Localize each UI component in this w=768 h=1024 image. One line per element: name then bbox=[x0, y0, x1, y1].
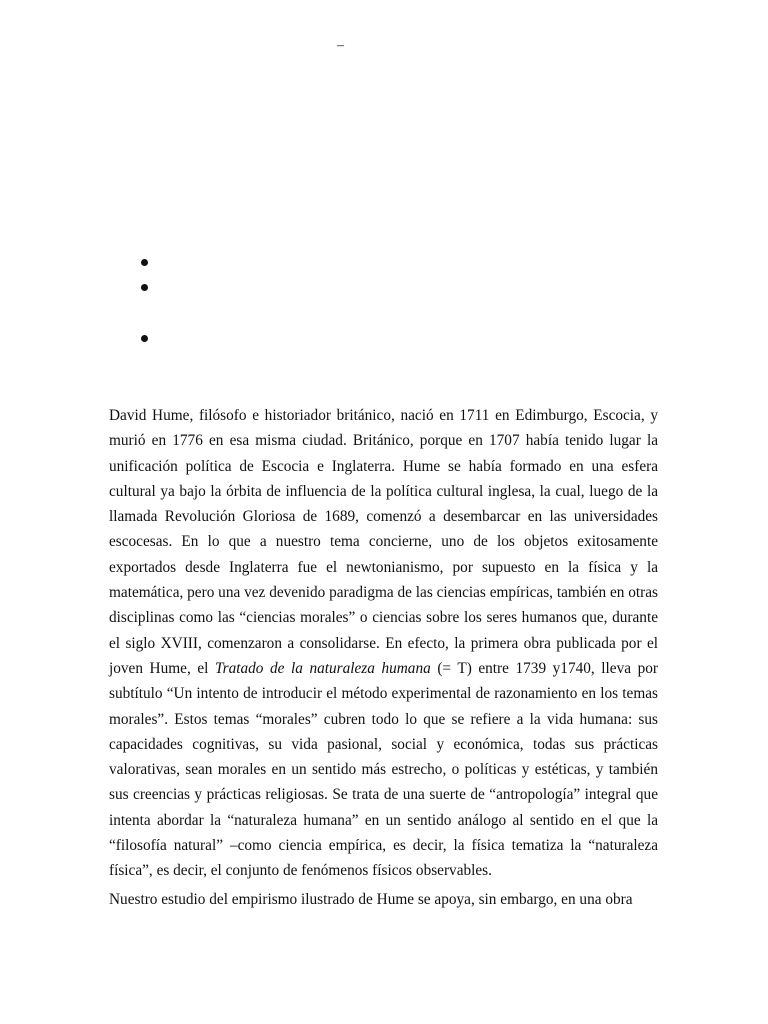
bullet-point-3 bbox=[141, 335, 148, 342]
paragraph-1-text-end: (= T) entre 1739 y1740, lleva por subtítulo “Un intento de introducir el método experimental de razonamiento en los temas morales”. Estos temas “morales” cubren todo lo que se refiere a la vida humana: sus capacidades cognitivas, su vida pasional, social y económica, todas sus prácticas valorativas, sean morales en un sentido más estrecho, o políticas y estéticas, y también sus creencias y prácticas religiosas. Se trata de una suerte de “antropología” integral que intenta abordar la “naturaleza humana” en un sentido análogo al sentido en el que la “filosofía natural” –como ciencia empírica, es decir, la física tematiza la “naturaleza física”, es decir, el conjunto de fenómenos físicos observables. bbox=[109, 659, 658, 880]
paragraph-1 bbox=[109, 403, 658, 884]
body-text bbox=[109, 403, 658, 912]
bullet-point-1 bbox=[141, 259, 148, 266]
book-title-italic: Tratado de la naturaleza humana bbox=[214, 659, 431, 677]
bullet-point-2 bbox=[141, 284, 148, 291]
header-dash: – bbox=[337, 38, 344, 53]
paragraph-2: Nuestro estudio del empirismo ilustrado de Hume se apoya, sin embargo, en una obra bbox=[109, 890, 633, 908]
paragraph-1-text-start: David Hume, filósofo e historiador británico, nació en 1711 en Edimburgo, Escocia, y murió en 1776 en esa misma ciudad. Británico, porque en 1707 había tenido lugar la unificación política de Escocia e Inglaterra. Hume se había formado en una esfera cultural ya bajo la órbita de influencia de la política cultural inglesa, la cual, luego de la llamada Revolución Gloriosa de 1689, comenzó a desembarcar en las universidades escocesas. En lo que a nuestro tema concierne, uno de los objetos exitosamente exportados desde Inglaterra fue el newtonianismo, por supuesto en la física y la matemática, pero una vez devenido paradigma de las ciencias empíricas, también en otras disciplinas como las “ciencias morales” o ciencias sobre los seres humanos que, durante el siglo XVIII, comenzaron a consolidarse. En efecto, la primera obra publicada por el joven Hume, el bbox=[109, 407, 658, 677]
